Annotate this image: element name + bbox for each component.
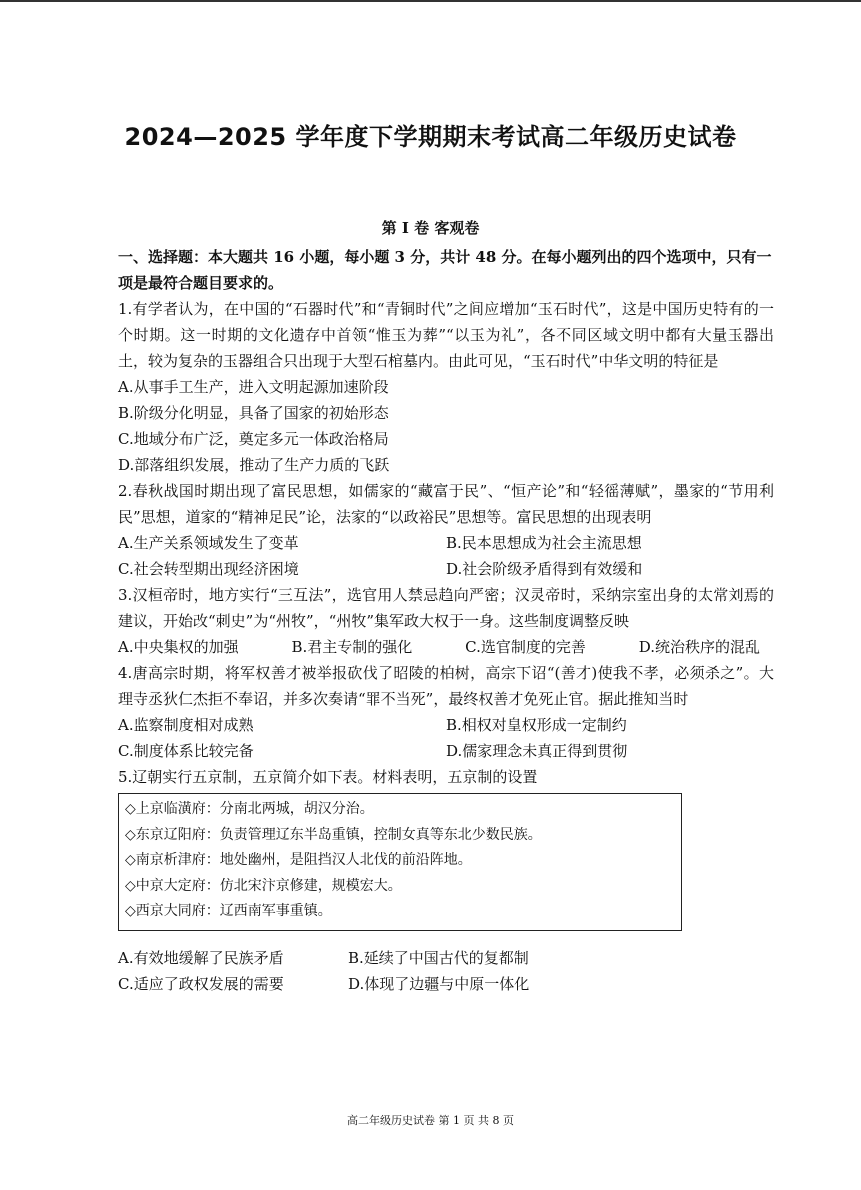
option-b: B.延续了中国古代的复都制 (348, 948, 529, 967)
question-stem: 4.唐高宗时期，将军权善才被举报砍伐了昭陵的柏树，高宗下诏“(善才)使我不孝，必须杀之”。大理寺丞狄仁杰拒不奉诏，并多次奏请“罪不当死”，最终权善才免死止官。据此推知当时 (118, 664, 774, 708)
question-stem: 2.春秋战国时期出现了富民思想，如儒家的“藏富于民”、“恒产论”和“轻徭薄赋”，墨家的“节用利民”思想，道家的“精神足民”论，法家的“以政裕民”思想等。富民思想的出现表明 (118, 482, 774, 526)
page-footer: 高二年级历史试卷 第 1 页 共 8 页 (347, 1114, 514, 1127)
table-row: ◇东京辽阳府：负责管理辽东半岛重镇，控制女真等东北少数民族。 (125, 826, 542, 843)
option-d: D.儒家理念未真正得到贯彻 (446, 742, 628, 760)
question-stem: 3.汉桓帝时，地方实行“三互法”，选官用人禁忌趋向严密；汉灵帝时，采纳宗室出身的太常刘焉的建议，开始改“刺史”为“州牧”，“州牧”集军政大权于一身。这些制度调整反映 (118, 586, 774, 630)
option-c: C.社会转型期出现经济困境 (118, 560, 299, 578)
option-b: B.相权对皇权形成一定制约 (446, 716, 627, 734)
five-capitals-table (118, 793, 682, 931)
option-a: A.监察制度相对成熟 (118, 716, 254, 734)
option-b: B.君主专制的强化 (291, 638, 413, 656)
top-border-line (0, 0, 861, 2)
table-row: ◇西京大同府：辽西南军事重镇。 (125, 903, 332, 919)
question-area (118, 244, 774, 997)
option-a: A.从事手工生产，进入文明起源加速阶段 (118, 378, 389, 396)
option-c: C.适应了政权发展的需要 (118, 974, 284, 993)
exam-title: 2024—2025 学年度下学期期末考试高二年级历史试卷 (124, 123, 737, 151)
option-b: B.阶级分化明显，具备了国家的初始形态 (118, 404, 389, 422)
table-row: ◇中京大定府：仿北宋汴京修建，规模宏大。 (125, 877, 402, 894)
option-a: A.中央集权的加强 (118, 638, 239, 656)
option-a: A.有效地缓解了民族矛盾 (118, 948, 284, 967)
option-b: B.民本思想成为社会主流思想 (446, 534, 642, 552)
question-stem: 1.有学者认为，在中国的“石器时代”和“青铜时代”之间应增加“玉石时代”，这是中国历史特有的一个时期。这一时期的文化遗存中首领“惟玉为葬”“以玉为礼”，各不同区域文明中都有大量玉器出土，较为复杂的玉器组合只出现于大型石棺墓内。由此可见，“玉石时代”中华文明的特征是 (118, 300, 774, 370)
option-d: D.统治秩序的混乱 (638, 638, 760, 656)
option-d: D.社会阶级矛盾得到有效缓和 (446, 560, 643, 578)
option-c: C.制度体系比较完备 (118, 742, 254, 760)
question-stem: 5.辽朝实行五京制，五京简介如下表。材料表明，五京制的设置 (118, 768, 538, 786)
option-c: C.地域分布广泛，奠定多元一体政治格局 (118, 430, 389, 448)
question-1 (118, 296, 774, 478)
option-d: D.部落组织发展，推动了生产力质的飞跃 (118, 456, 390, 474)
option-c: C.选官制度的完善 (465, 638, 586, 656)
question-2 (118, 478, 774, 582)
question-3 (118, 582, 774, 660)
option-d: D.体现了边疆与中原一体化 (348, 974, 530, 993)
section-title: 第 I 卷 客观卷 (381, 219, 480, 237)
question-4 (118, 660, 774, 764)
table-row: ◇上京临潢府：分南北两城，胡汉分治。 (125, 801, 374, 817)
instructions: 一、选择题：本大题共 16 小题，每小题 3 分，共计 48 分。在每小题列出的四个选项中，只有一项是最符合题目要求的。 (118, 248, 772, 292)
question-5 (118, 764, 774, 997)
table-row: ◇南京析津府：地处幽州，是阻挡汉人北伐的前沿阵地。 (125, 852, 472, 868)
option-a: A.生产关系领域发生了变革 (118, 534, 299, 552)
